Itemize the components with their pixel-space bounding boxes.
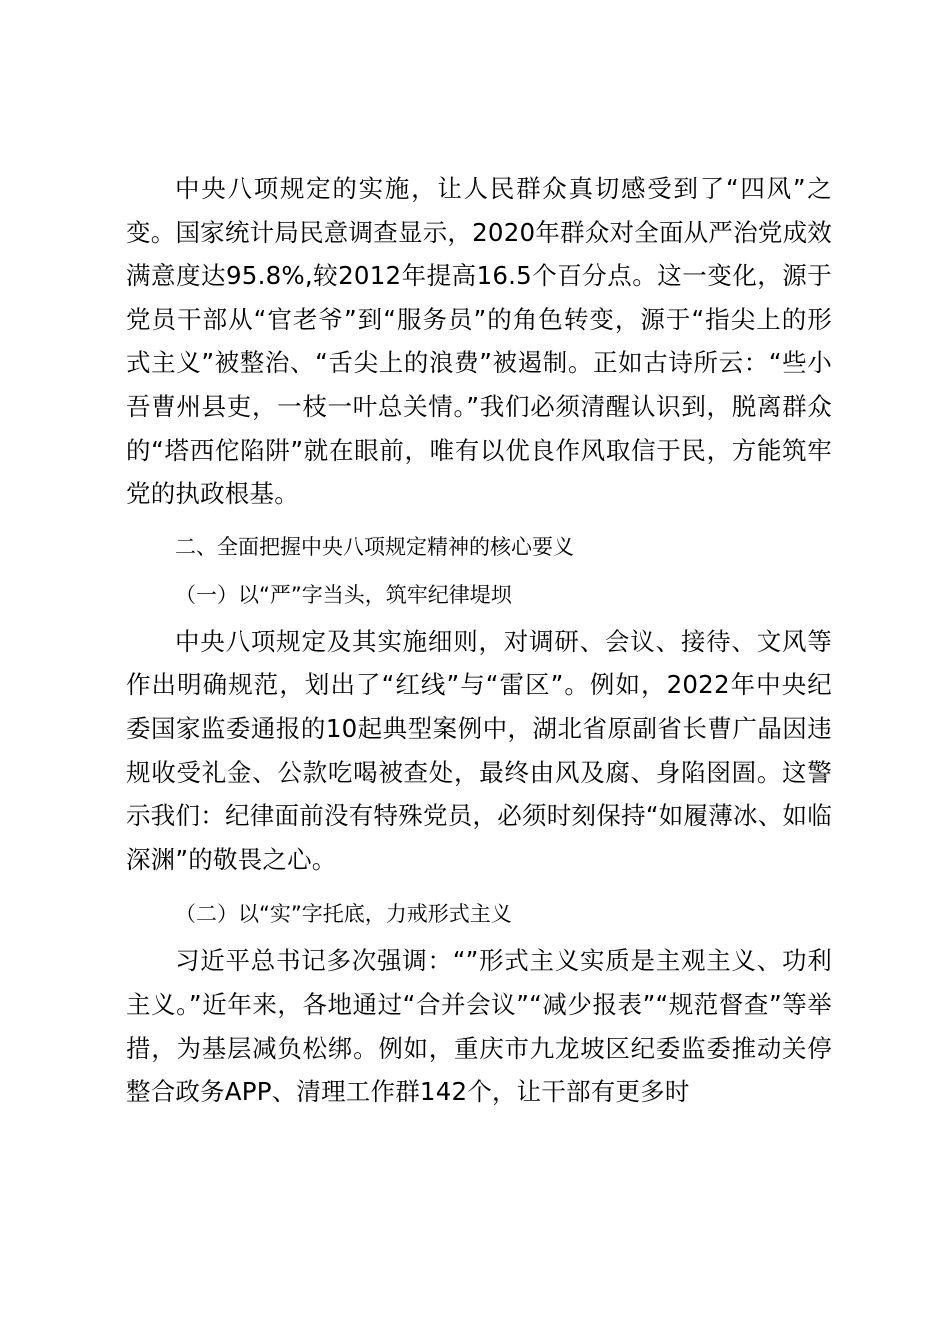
paragraph-discipline-cases: 中央八项规定及其实施细则，对调研、会议、接待、文风等作出明确规范，划出了“红线”与“雷区”。例如，2022年中央纪委国家监委通报的10起典型案例中，湖北省原副省长曹广晶因违规收受礼金、公款吃喝被查处，最终由风及腐、身陷囹圄。这警示我们：纪律面前没有特殊党员，必须时刻保持“如履薄冰、如临深渊”的敬畏之心。 [126,626,832,874]
paragraph-reduce-burden: 习近平总书记多次强调：“”形式主义实质是主观主义、功利主义。”近年来，各地通过“合并会议”“减少报表”“规范督查”等举措，为基层减负松绑。例如，重庆市九龙坡区纪委监委推动关停整合政务APP、清理工作群142个，让干部有更多时 [126,946,832,1107]
paragraph-four-winds-change: 中央八项规定的实施，让人民群众真切感受到了“四风”之变。国家统计局民意调查显示，2020年群众对全面从严治党成效满意度达95.8%,较2012年提高16.5个百分点。这一变化，源于党员干部从“官老爷”到“服务员”的角色转变，源于“指尖上的形式主义”被整治、“舌尖上的浪费”被遏制。正如古诗所云：“些小吾曹州县吏，一枝一叶总关情。”我们必须清醒认识到，脱离群众的“塔西佗陷阱”就在眼前，唯有以优良作风取信于民，方能筑牢党的执政根基。 [126,174,832,509]
section-heading-core-meaning: 二、全面把握中央八项规定精神的核心要义 [175,534,574,559]
document-body [126,167,832,1114]
subheading-strict-discipline: （一）以“严”字当头，筑牢纪律堤坝 [175,582,512,607]
subheading-against-formalism: （二）以“实”字托底，力戒形式主义 [175,902,512,927]
